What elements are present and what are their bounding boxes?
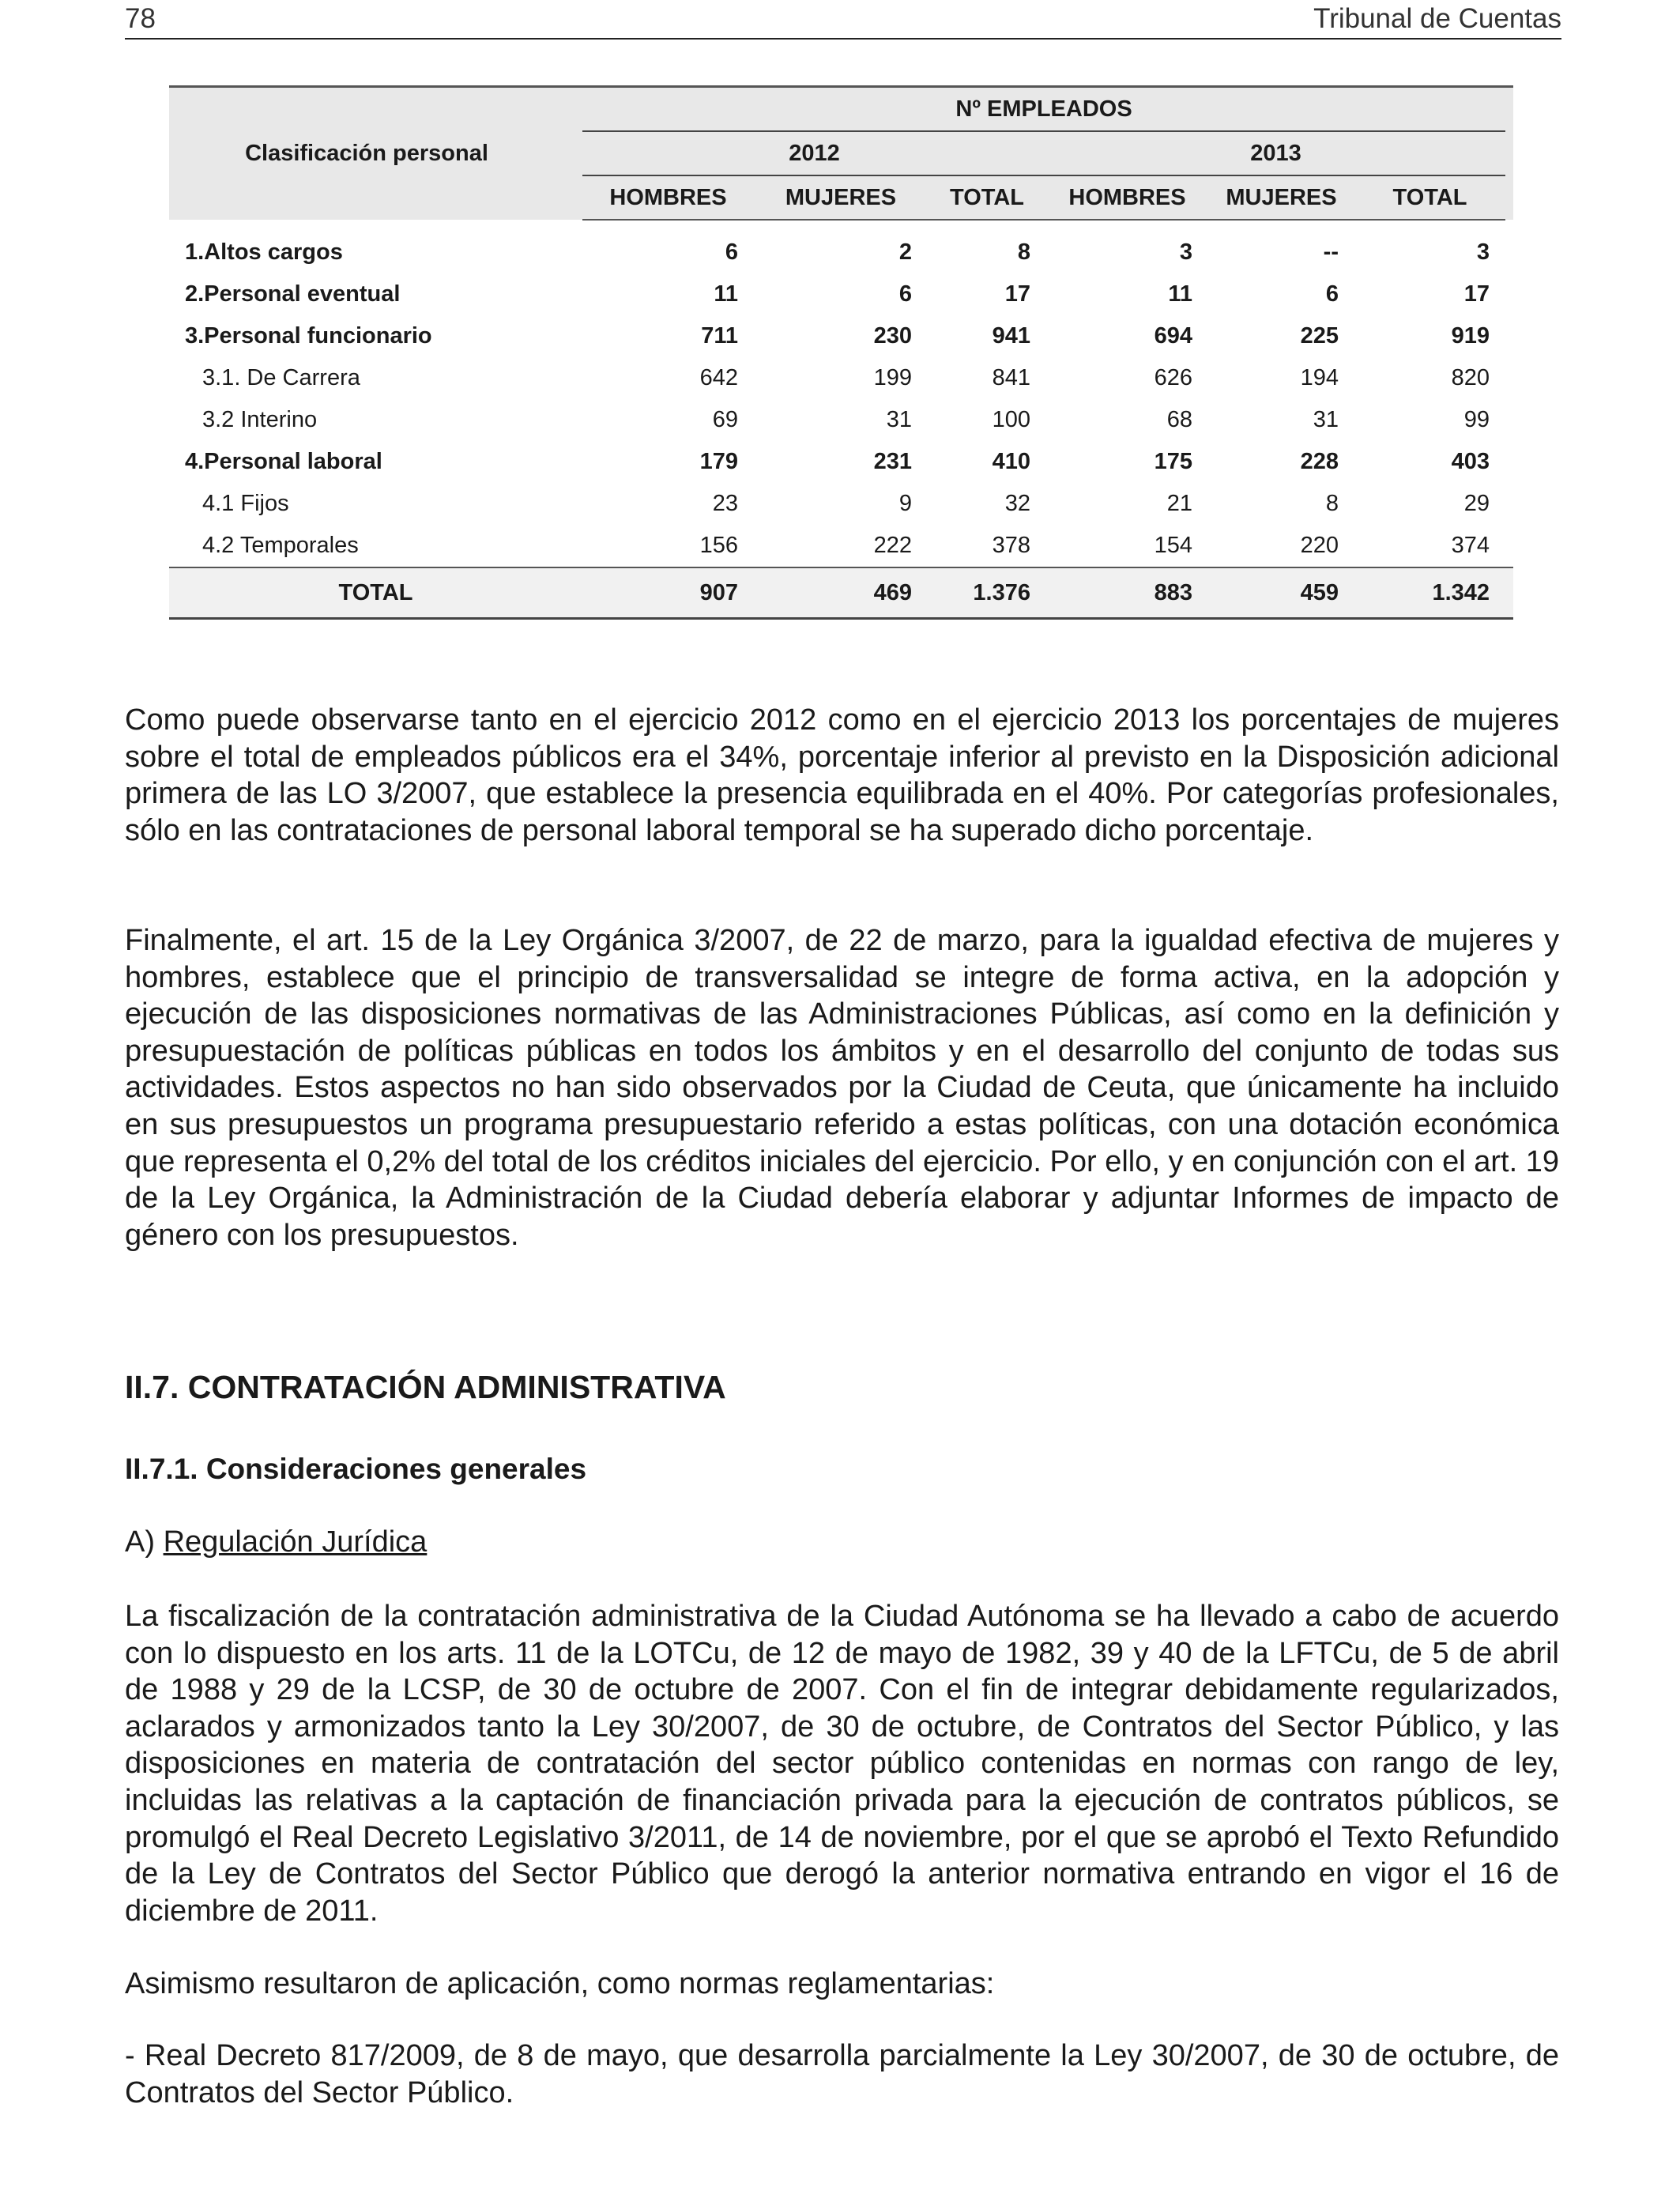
- table-cell: 23: [712, 491, 738, 516]
- table-cell: 31: [886, 407, 912, 432]
- table-body: [169, 220, 1513, 567]
- table-row: [169, 220, 1513, 273]
- table-cell: 1.342: [1354, 567, 1505, 619]
- row-label: 2.Personal eventual: [185, 281, 401, 307]
- table-cell: 374: [1451, 533, 1490, 558]
- year-header: 2013: [1046, 131, 1505, 175]
- row-label: 3.1. De Carrera: [202, 365, 360, 390]
- table-cell: 225: [1300, 323, 1339, 349]
- table-cell: 907: [582, 567, 754, 619]
- table-cell: 21: [1166, 491, 1192, 516]
- table-cell: 100: [992, 407, 1030, 432]
- table-cell: 228: [1300, 449, 1339, 474]
- table-row: [169, 441, 1513, 483]
- table-cell: 230: [873, 323, 912, 349]
- table-cell: 179: [699, 449, 738, 474]
- table-cell: 6: [898, 281, 912, 307]
- row-label: 1.Altos cargos: [185, 239, 343, 265]
- table-cell: 2: [898, 239, 912, 265]
- table-cell: 17: [1463, 281, 1490, 307]
- heading-prefix: A): [125, 1525, 155, 1559]
- table-cell: 403: [1451, 449, 1490, 474]
- table-cell: 642: [699, 365, 738, 390]
- employees-table: [169, 85, 1513, 620]
- column-header: HOMBRES: [582, 175, 754, 220]
- table-cell: 11: [714, 281, 738, 307]
- table-row: [169, 525, 1513, 567]
- table-cell: 11: [1168, 281, 1192, 307]
- total-row: [169, 567, 1513, 619]
- table-cell: 194: [1300, 365, 1339, 390]
- row-label: 4.Personal laboral: [185, 449, 382, 474]
- table-cell: 231: [873, 449, 912, 474]
- subsection-heading: II.7.1. Consideraciones generales: [125, 1453, 587, 1485]
- group-header: Nº EMPLEADOS: [582, 87, 1505, 132]
- row-label: 3.2 Interino: [202, 407, 318, 432]
- table-cell: 919: [1451, 323, 1490, 349]
- table-cell: 3: [1179, 239, 1192, 265]
- column-header: TOTAL: [1354, 175, 1505, 220]
- table-cell: 29: [1463, 491, 1490, 516]
- table-cell: 8: [1017, 239, 1030, 265]
- heading-title: Regulación Jurídica: [163, 1525, 428, 1559]
- page-header: [125, 2, 1561, 40]
- row-label: TOTAL: [169, 567, 582, 619]
- table-cell: 199: [873, 365, 912, 390]
- page-number: 78: [125, 3, 156, 34]
- table-cell: 68: [1166, 407, 1192, 432]
- paragraph: La fiscalización de la contratación administrativa de la Ciudad Autónoma se ha llevado a cabo de acuerdo con lo dispuesto en los arts. 11 de la LOTCu, de 12 de mayo de 1982, 39 y 40 de la LFTCu, de 5 de abril de 1988 y 29 de la LCSP, de 30 de octubre de 2007. Con el fin de integrar debidamente regularizados, aclarados y armonizados tanto la Ley 30/2007, de 30 de octubre, de Contratos del Sector Público, y las disposiciones en materia de contratación del sector público contenidas en normas con rango de ley, incluidas las relativas a la captación de financiación privada para la ejecución de contratos públicos, se promulgó el Real Decreto Legislativo 3/2011, de 14 de noviembre, por el que se aprobó el Texto Refundido de la Ley de Contratos del Sector Público que derogó la anterior normativa entrando en vigor el 16 de diciembre de 2011.: [125, 1600, 1559, 1928]
- table-cell: 8: [1325, 491, 1339, 516]
- table-cell: 378: [992, 533, 1030, 558]
- table-cell: 820: [1451, 365, 1490, 390]
- table-row: [169, 399, 1513, 441]
- table-cell: 156: [699, 533, 738, 558]
- table-cell: --: [1323, 239, 1339, 265]
- section-heading: II.7. CONTRATACIÓN ADMINISTRATIVA: [125, 1369, 726, 1405]
- table-cell: 694: [1154, 323, 1192, 349]
- table-cell: 469: [754, 567, 928, 619]
- row-label: 3.Personal funcionario: [185, 323, 432, 349]
- table-cell: 69: [712, 407, 738, 432]
- table-cell: 220: [1300, 533, 1339, 558]
- table-cell: 99: [1463, 407, 1490, 432]
- row-header: Clasificación personal: [169, 87, 564, 221]
- paragraph: Como puede observarse tanto en el ejercicio 2012 como en el ejercicio 2013 los porcentajes de mujeres sobre el total de empleados públicos era el 34%, porcentaje inferior al previsto en la Disposición adicional primera de las LO 3/2007, que establece la presencia equilibrada en el 40%. Por categorías profesionales, sólo en las contrataciones de personal laboral temporal se ha superado dicho porcentaje.: [125, 703, 1559, 847]
- table-cell: 9: [898, 491, 912, 516]
- table-row: [169, 273, 1513, 315]
- column-header: TOTAL: [928, 175, 1046, 220]
- table-row: [169, 357, 1513, 399]
- table-cell: 32: [1004, 491, 1030, 516]
- table-cell: 626: [1154, 365, 1192, 390]
- table-cell: 841: [992, 365, 1030, 390]
- table-row: [169, 483, 1513, 525]
- table-cell: 1.376: [928, 567, 1046, 619]
- table-cell: 941: [992, 323, 1030, 349]
- paragraph: Finalmente, el art. 15 de la Ley Orgánica 3/2007, de 22 de marzo, para la igualdad efectiva de mujeres y hombres, establece que el principio de transversalidad se integre de forma activa, en la adopción y ejecución de las disposiciones normativas de las Administraciones Públicas, así como en la definición y presupuestación de políticas públicas en todos los ámbitos y en el desarrollo del conjunto de todas sus actividades. Estos aspectos no han sido observados por la Ciudad de Ceuta, que únicamente ha incluido en sus presupuestos un programa presupuestario referido a estas políticas, con una dotación económica que representa el 0,2% del total de los créditos iniciales del ejercicio. Por ello, y en conjunción con el art. 19 de la Ley Orgánica, la Administración de la Ciudad debería elaborar y adjuntar Informes de impacto de género con los presupuestos.: [125, 924, 1559, 1252]
- year-header: 2012: [582, 131, 1046, 175]
- table-cell: 6: [725, 239, 738, 265]
- table-cell: 459: [1208, 567, 1354, 619]
- table-row: [169, 315, 1513, 357]
- row-label: 4.1 Fijos: [202, 491, 289, 516]
- table-cell: 175: [1154, 449, 1192, 474]
- table-cell: 154: [1154, 533, 1192, 558]
- table-cell: 6: [1325, 281, 1339, 307]
- table-cell: 883: [1046, 567, 1208, 619]
- column-header: MUJERES: [754, 175, 928, 220]
- table-cell: 410: [992, 449, 1030, 474]
- column-header: MUJERES: [1208, 175, 1354, 220]
- table-cell: 711: [701, 323, 738, 349]
- column-header: HOMBRES: [1046, 175, 1208, 220]
- table-cell: 222: [873, 533, 912, 558]
- table-cell: 17: [1004, 281, 1030, 307]
- paragraph: - Real Decreto 817/2009, de 8 de mayo, que desarrolla parcialmente la Ley 30/2007, de 30 de octubre, de Contratos del Sector Público.: [125, 2039, 1559, 2109]
- table-cell: 3: [1476, 239, 1490, 265]
- table-cell: 31: [1313, 407, 1339, 432]
- row-label: 4.2 Temporales: [202, 533, 359, 558]
- subsubsection-heading: [125, 1525, 427, 1559]
- running-title: Tribunal de Cuentas: [1313, 3, 1561, 34]
- paragraph: Asimismo resultaron de aplicación, como normas reglamentarias:: [125, 1967, 995, 2000]
